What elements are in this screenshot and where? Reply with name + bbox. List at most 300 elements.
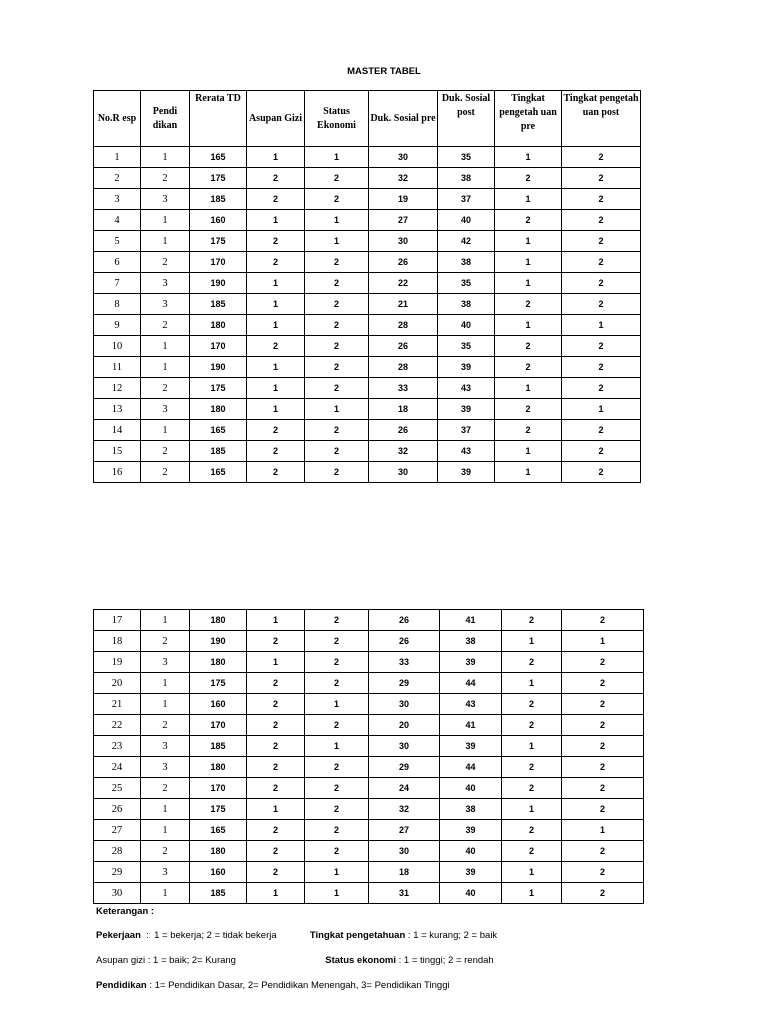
cell-tingkat-pengetahuan-pre: 1 xyxy=(502,736,562,757)
legend-pendidikan-label: Pendidikan xyxy=(96,980,147,991)
cell-tingkat-pengetahuan-post: 2 xyxy=(562,462,641,483)
cell-tingkat-pengetahuan-post: 2 xyxy=(562,841,644,862)
cell-asupan-gizi: 2 xyxy=(247,420,305,441)
cell-status-ekonomi: 2 xyxy=(305,462,369,483)
cell-asupan-gizi: 1 xyxy=(247,210,305,231)
cell-rerata-td: 160 xyxy=(190,694,247,715)
cell-status-ekonomi: 2 xyxy=(305,168,369,189)
cell-tingkat-pengetahuan-pre: 2 xyxy=(502,652,562,673)
cell-pendidikan: 1 xyxy=(141,883,190,904)
cell-status-ekonomi: 2 xyxy=(305,378,369,399)
cell-rerata-td: 170 xyxy=(190,252,247,273)
cell-asupan-gizi: 2 xyxy=(247,841,305,862)
cell-asupan-gizi: 2 xyxy=(247,631,305,652)
cell-duk-sosial-post: 39 xyxy=(440,652,502,673)
cell-rerata-td: 185 xyxy=(190,883,247,904)
cell-asupan-gizi: 2 xyxy=(247,673,305,694)
cell-status-ekonomi: 2 xyxy=(305,610,369,631)
cell-rerata-td: 180 xyxy=(190,399,247,420)
master-table-part-1 xyxy=(93,90,641,483)
cell-no-resp: 2 xyxy=(94,168,141,189)
cell-duk-sosial-post: 35 xyxy=(438,147,495,168)
cell-duk-sosial-post: 40 xyxy=(438,315,495,336)
cell-status-ekonomi: 2 xyxy=(305,757,369,778)
cell-asupan-gizi: 2 xyxy=(247,715,305,736)
cell-status-ekonomi: 1 xyxy=(305,694,369,715)
cell-tingkat-pengetahuan-pre: 1 xyxy=(495,441,562,462)
cell-duk-sosial-pre: 30 xyxy=(369,841,440,862)
cell-pendidikan: 3 xyxy=(141,273,190,294)
cell-pendidikan: 2 xyxy=(141,168,190,189)
cell-no-resp: 8 xyxy=(94,294,141,315)
legend-asupan-status xyxy=(96,955,494,966)
cell-status-ekonomi: 1 xyxy=(305,399,369,420)
cell-duk-sosial-pre: 30 xyxy=(369,147,438,168)
cell-tingkat-pengetahuan-post: 2 xyxy=(562,357,641,378)
cell-tingkat-pengetahuan-post: 2 xyxy=(562,694,644,715)
cell-no-resp: 7 xyxy=(94,273,141,294)
header-tingkat-pengetahuan-post: Tingkat pengetah uan post xyxy=(562,91,641,147)
cell-asupan-gizi: 1 xyxy=(247,610,305,631)
cell-duk-sosial-pre: 33 xyxy=(369,652,440,673)
cell-status-ekonomi: 2 xyxy=(305,631,369,652)
cell-duk-sosial-post: 38 xyxy=(438,168,495,189)
cell-asupan-gizi: 2 xyxy=(247,441,305,462)
cell-asupan-gizi: 1 xyxy=(247,147,305,168)
cell-duk-sosial-post: 44 xyxy=(440,757,502,778)
cell-rerata-td: 165 xyxy=(190,820,247,841)
cell-asupan-gizi: 2 xyxy=(247,820,305,841)
cell-duk-sosial-post: 43 xyxy=(438,378,495,399)
table-row xyxy=(94,757,644,778)
cell-rerata-td: 185 xyxy=(190,189,247,210)
cell-tingkat-pengetahuan-post: 1 xyxy=(562,631,644,652)
cell-duk-sosial-pre: 32 xyxy=(369,799,440,820)
cell-duk-sosial-pre: 30 xyxy=(369,694,440,715)
table-row xyxy=(94,883,644,904)
legend-pendidikan-value: : 1= Pendidikan Dasar, 2= Pendidikan Menengah, 3= Pendidikan Tinggi xyxy=(146,980,450,991)
cell-tingkat-pengetahuan-post: 2 xyxy=(562,862,644,883)
cell-tingkat-pengetahuan-post: 2 xyxy=(562,778,644,799)
cell-pendidikan: 1 xyxy=(141,231,190,252)
cell-tingkat-pengetahuan-post: 2 xyxy=(562,610,644,631)
cell-pendidikan: 3 xyxy=(141,294,190,315)
cell-rerata-td: 180 xyxy=(190,652,247,673)
cell-tingkat-pengetahuan-post: 2 xyxy=(562,210,641,231)
cell-duk-sosial-post: 40 xyxy=(440,883,502,904)
cell-asupan-gizi: 2 xyxy=(247,231,305,252)
cell-no-resp: 9 xyxy=(94,315,141,336)
cell-tingkat-pengetahuan-pre: 2 xyxy=(502,820,562,841)
cell-duk-sosial-pre: 26 xyxy=(369,420,438,441)
cell-no-resp: 23 xyxy=(94,736,141,757)
cell-duk-sosial-post: 35 xyxy=(438,273,495,294)
cell-status-ekonomi: 2 xyxy=(305,652,369,673)
cell-asupan-gizi: 2 xyxy=(247,189,305,210)
cell-pendidikan: 2 xyxy=(141,778,190,799)
cell-rerata-td: 160 xyxy=(190,210,247,231)
cell-no-resp: 18 xyxy=(94,631,141,652)
cell-pendidikan: 1 xyxy=(141,694,190,715)
cell-pendidikan: 2 xyxy=(141,715,190,736)
cell-duk-sosial-post: 38 xyxy=(438,294,495,315)
cell-pendidikan: 3 xyxy=(141,189,190,210)
cell-tingkat-pengetahuan-post: 2 xyxy=(562,673,644,694)
legend-pekerjaan-label: Pekerjaan xyxy=(96,930,141,941)
cell-duk-sosial-post: 37 xyxy=(438,420,495,441)
cell-duk-sosial-pre: 26 xyxy=(369,631,440,652)
cell-no-resp: 28 xyxy=(94,841,141,862)
cell-tingkat-pengetahuan-post: 1 xyxy=(562,315,641,336)
cell-duk-sosial-post: 39 xyxy=(440,736,502,757)
cell-rerata-td: 180 xyxy=(190,757,247,778)
cell-asupan-gizi: 1 xyxy=(247,799,305,820)
cell-status-ekonomi: 1 xyxy=(305,862,369,883)
cell-tingkat-pengetahuan-pre: 2 xyxy=(495,210,562,231)
table-row xyxy=(94,652,644,673)
cell-rerata-td: 185 xyxy=(190,736,247,757)
cell-duk-sosial-pre: 28 xyxy=(369,357,438,378)
cell-status-ekonomi: 2 xyxy=(305,778,369,799)
cell-duk-sosial-pre: 21 xyxy=(369,294,438,315)
cell-duk-sosial-pre: 33 xyxy=(369,378,438,399)
legend-pekerjaan-tingkat xyxy=(96,930,497,941)
cell-pendidikan: 3 xyxy=(141,399,190,420)
cell-pendidikan: 2 xyxy=(141,315,190,336)
cell-tingkat-pengetahuan-pre: 1 xyxy=(502,673,562,694)
cell-duk-sosial-post: 39 xyxy=(440,862,502,883)
cell-duk-sosial-post: 40 xyxy=(438,210,495,231)
cell-status-ekonomi: 2 xyxy=(305,315,369,336)
table-row xyxy=(94,399,641,420)
cell-duk-sosial-pre: 32 xyxy=(369,441,438,462)
cell-duk-sosial-post: 39 xyxy=(438,357,495,378)
cell-rerata-td: 165 xyxy=(190,147,247,168)
cell-tingkat-pengetahuan-pre: 1 xyxy=(495,252,562,273)
cell-duk-sosial-post: 40 xyxy=(440,841,502,862)
cell-asupan-gizi: 1 xyxy=(247,652,305,673)
cell-duk-sosial-pre: 28 xyxy=(369,315,438,336)
table-row xyxy=(94,189,641,210)
cell-rerata-td: 165 xyxy=(190,420,247,441)
cell-pendidikan: 1 xyxy=(141,799,190,820)
cell-duk-sosial-post: 44 xyxy=(440,673,502,694)
cell-tingkat-pengetahuan-post: 2 xyxy=(562,378,641,399)
cell-tingkat-pengetahuan-post: 2 xyxy=(562,336,641,357)
cell-rerata-td: 170 xyxy=(190,336,247,357)
table-row xyxy=(94,610,644,631)
cell-tingkat-pengetahuan-post: 2 xyxy=(562,799,644,820)
page-title: MASTER TABEL xyxy=(347,66,421,77)
cell-no-resp: 15 xyxy=(94,441,141,462)
cell-duk-sosial-post: 43 xyxy=(440,694,502,715)
cell-duk-sosial-post: 38 xyxy=(440,631,502,652)
cell-tingkat-pengetahuan-pre: 2 xyxy=(502,778,562,799)
table-row xyxy=(94,736,644,757)
cell-pendidikan: 3 xyxy=(141,652,190,673)
cell-status-ekonomi: 2 xyxy=(305,252,369,273)
cell-pendidikan: 1 xyxy=(141,420,190,441)
table-row xyxy=(94,694,644,715)
cell-status-ekonomi: 2 xyxy=(305,673,369,694)
cell-no-resp: 13 xyxy=(94,399,141,420)
cell-status-ekonomi: 1 xyxy=(305,736,369,757)
cell-tingkat-pengetahuan-post: 2 xyxy=(562,273,641,294)
cell-no-resp: 27 xyxy=(94,820,141,841)
cell-rerata-td: 180 xyxy=(190,610,247,631)
cell-asupan-gizi: 1 xyxy=(247,273,305,294)
cell-tingkat-pengetahuan-post: 2 xyxy=(562,757,644,778)
legend-pekerjaan-value: : 1 = bekerja; 2 = tidak bekerja xyxy=(140,930,277,941)
cell-no-resp: 29 xyxy=(94,862,141,883)
cell-status-ekonomi: 2 xyxy=(305,294,369,315)
cell-tingkat-pengetahuan-post: 2 xyxy=(562,168,641,189)
cell-duk-sosial-post: 38 xyxy=(438,252,495,273)
cell-asupan-gizi: 1 xyxy=(247,399,305,420)
cell-tingkat-pengetahuan-post: 2 xyxy=(562,883,644,904)
legend-asupan: Asupan gizi : 1 = baik; 2= Kurang xyxy=(96,955,236,966)
cell-status-ekonomi: 2 xyxy=(305,273,369,294)
cell-pendidikan: 1 xyxy=(141,610,190,631)
cell-duk-sosial-post: 41 xyxy=(440,715,502,736)
cell-rerata-td: 185 xyxy=(190,441,247,462)
cell-no-resp: 6 xyxy=(94,252,141,273)
cell-status-ekonomi: 2 xyxy=(305,441,369,462)
cell-status-ekonomi: 2 xyxy=(305,189,369,210)
cell-pendidikan: 1 xyxy=(141,673,190,694)
cell-rerata-td: 190 xyxy=(190,357,247,378)
table-row xyxy=(94,841,644,862)
cell-duk-sosial-pre: 29 xyxy=(369,757,440,778)
table-row xyxy=(94,862,644,883)
cell-status-ekonomi: 2 xyxy=(305,420,369,441)
cell-tingkat-pengetahuan-post: 2 xyxy=(562,252,641,273)
cell-duk-sosial-pre: 20 xyxy=(369,715,440,736)
cell-status-ekonomi: 2 xyxy=(305,357,369,378)
cell-rerata-td: 180 xyxy=(190,841,247,862)
cell-duk-sosial-pre: 27 xyxy=(369,210,438,231)
cell-duk-sosial-pre: 24 xyxy=(369,778,440,799)
legend-pendidikan xyxy=(96,980,450,991)
cell-no-resp: 25 xyxy=(94,778,141,799)
table-row xyxy=(94,799,644,820)
table-row xyxy=(94,441,641,462)
cell-tingkat-pengetahuan-pre: 2 xyxy=(502,610,562,631)
cell-pendidikan: 3 xyxy=(141,757,190,778)
table-row xyxy=(94,673,644,694)
header-duk-sosial-post: Duk. Sosial post xyxy=(438,91,495,147)
cell-asupan-gizi: 2 xyxy=(247,757,305,778)
cell-tingkat-pengetahuan-pre: 2 xyxy=(495,399,562,420)
cell-tingkat-pengetahuan-post: 2 xyxy=(562,189,641,210)
cell-tingkat-pengetahuan-pre: 1 xyxy=(495,231,562,252)
cell-status-ekonomi: 1 xyxy=(305,231,369,252)
cell-asupan-gizi: 2 xyxy=(247,736,305,757)
cell-pendidikan: 1 xyxy=(141,210,190,231)
cell-pendidikan: 2 xyxy=(141,252,190,273)
cell-tingkat-pengetahuan-post: 1 xyxy=(562,820,644,841)
cell-tingkat-pengetahuan-post: 2 xyxy=(562,294,641,315)
cell-pendidikan: 2 xyxy=(141,841,190,862)
cell-duk-sosial-pre: 29 xyxy=(369,673,440,694)
cell-no-resp: 14 xyxy=(94,420,141,441)
cell-pendidikan: 1 xyxy=(141,820,190,841)
cell-duk-sosial-pre: 30 xyxy=(369,736,440,757)
header-no-resp: No.R esp xyxy=(94,91,141,147)
cell-tingkat-pengetahuan-post: 2 xyxy=(562,441,641,462)
cell-duk-sosial-pre: 31 xyxy=(369,883,440,904)
cell-tingkat-pengetahuan-pre: 2 xyxy=(502,694,562,715)
cell-tingkat-pengetahuan-post: 2 xyxy=(562,420,641,441)
cell-no-resp: 16 xyxy=(94,462,141,483)
cell-no-resp: 11 xyxy=(94,357,141,378)
cell-tingkat-pengetahuan-pre: 2 xyxy=(502,715,562,736)
cell-tingkat-pengetahuan-pre: 1 xyxy=(495,189,562,210)
cell-pendidikan: 2 xyxy=(141,441,190,462)
cell-tingkat-pengetahuan-pre: 1 xyxy=(502,631,562,652)
cell-tingkat-pengetahuan-pre: 1 xyxy=(495,273,562,294)
cell-tingkat-pengetahuan-pre: 2 xyxy=(502,841,562,862)
cell-status-ekonomi: 1 xyxy=(305,147,369,168)
cell-pendidikan: 1 xyxy=(141,357,190,378)
cell-status-ekonomi: 1 xyxy=(305,883,369,904)
header-duk-sosial-pre: Duk. Sosial pre xyxy=(369,91,438,147)
cell-duk-sosial-post: 37 xyxy=(438,189,495,210)
cell-tingkat-pengetahuan-pre: 2 xyxy=(495,294,562,315)
cell-no-resp: 20 xyxy=(94,673,141,694)
cell-pendidikan: 3 xyxy=(141,736,190,757)
cell-status-ekonomi: 1 xyxy=(305,210,369,231)
cell-tingkat-pengetahuan-pre: 1 xyxy=(495,315,562,336)
cell-duk-sosial-pre: 30 xyxy=(369,231,438,252)
table-row xyxy=(94,210,641,231)
cell-status-ekonomi: 2 xyxy=(305,799,369,820)
table-row xyxy=(94,315,641,336)
table-row xyxy=(94,273,641,294)
cell-asupan-gizi: 1 xyxy=(247,378,305,399)
cell-asupan-gizi: 2 xyxy=(247,694,305,715)
cell-tingkat-pengetahuan-post: 1 xyxy=(562,399,641,420)
cell-asupan-gizi: 2 xyxy=(247,336,305,357)
cell-asupan-gizi: 1 xyxy=(247,357,305,378)
table-row xyxy=(94,231,641,252)
cell-rerata-td: 170 xyxy=(190,715,247,736)
cell-pendidikan: 2 xyxy=(141,378,190,399)
cell-duk-sosial-pre: 27 xyxy=(369,820,440,841)
table-row xyxy=(94,147,641,168)
cell-rerata-td: 160 xyxy=(190,862,247,883)
cell-duk-sosial-pre: 32 xyxy=(369,168,438,189)
cell-duk-sosial-pre: 19 xyxy=(369,189,438,210)
cell-asupan-gizi: 2 xyxy=(247,462,305,483)
cell-rerata-td: 190 xyxy=(190,273,247,294)
cell-rerata-td: 175 xyxy=(190,378,247,399)
cell-pendidikan: 1 xyxy=(141,336,190,357)
cell-rerata-td: 170 xyxy=(190,778,247,799)
cell-no-resp: 12 xyxy=(94,378,141,399)
cell-tingkat-pengetahuan-post: 2 xyxy=(562,652,644,673)
cell-no-resp: 10 xyxy=(94,336,141,357)
cell-duk-sosial-post: 41 xyxy=(440,610,502,631)
table-row xyxy=(94,168,641,189)
cell-duk-sosial-post: 43 xyxy=(438,441,495,462)
legend-tingkat-value: : 1 = kurang; 2 = baik xyxy=(405,930,498,941)
cell-asupan-gizi: 2 xyxy=(247,168,305,189)
cell-rerata-td: 185 xyxy=(190,294,247,315)
cell-tingkat-pengetahuan-pre: 2 xyxy=(495,357,562,378)
cell-no-resp: 4 xyxy=(94,210,141,231)
cell-rerata-td: 165 xyxy=(190,462,247,483)
table-row xyxy=(94,336,641,357)
cell-asupan-gizi: 2 xyxy=(247,778,305,799)
cell-tingkat-pengetahuan-pre: 1 xyxy=(502,862,562,883)
cell-tingkat-pengetahuan-post: 2 xyxy=(562,231,641,252)
cell-status-ekonomi: 2 xyxy=(305,820,369,841)
cell-tingkat-pengetahuan-pre: 1 xyxy=(502,799,562,820)
cell-tingkat-pengetahuan-pre: 2 xyxy=(495,420,562,441)
cell-duk-sosial-pre: 18 xyxy=(369,399,438,420)
cell-no-resp: 22 xyxy=(94,715,141,736)
cell-no-resp: 30 xyxy=(94,883,141,904)
cell-duk-sosial-pre: 22 xyxy=(369,273,438,294)
table-row xyxy=(94,820,644,841)
cell-tingkat-pengetahuan-pre: 1 xyxy=(495,378,562,399)
cell-no-resp: 5 xyxy=(94,231,141,252)
cell-asupan-gizi: 1 xyxy=(247,315,305,336)
cell-no-resp: 17 xyxy=(94,610,141,631)
cell-rerata-td: 175 xyxy=(190,168,247,189)
cell-tingkat-pengetahuan-post: 2 xyxy=(562,147,641,168)
cell-no-resp: 1 xyxy=(94,147,141,168)
table-row xyxy=(94,462,641,483)
header-tingkat-pengetahuan-pre: Tingkat pengetah uan pre xyxy=(495,91,562,147)
cell-status-ekonomi: 2 xyxy=(305,336,369,357)
cell-rerata-td: 175 xyxy=(190,231,247,252)
cell-duk-sosial-pre: 18 xyxy=(369,862,440,883)
cell-tingkat-pengetahuan-pre: 2 xyxy=(502,757,562,778)
cell-rerata-td: 190 xyxy=(190,631,247,652)
cell-pendidikan: 1 xyxy=(141,147,190,168)
cell-rerata-td: 175 xyxy=(190,799,247,820)
cell-no-resp: 19 xyxy=(94,652,141,673)
cell-asupan-gizi: 2 xyxy=(247,862,305,883)
cell-asupan-gizi: 2 xyxy=(247,252,305,273)
cell-duk-sosial-pre: 30 xyxy=(369,462,438,483)
table-row xyxy=(94,420,641,441)
cell-duk-sosial-post: 39 xyxy=(438,462,495,483)
cell-no-resp: 24 xyxy=(94,757,141,778)
cell-tingkat-pengetahuan-pre: 1 xyxy=(495,147,562,168)
header-rerata-td: Rerata TD xyxy=(190,91,247,147)
cell-duk-sosial-post: 42 xyxy=(438,231,495,252)
table-row xyxy=(94,715,644,736)
cell-tingkat-pengetahuan-pre: 1 xyxy=(495,462,562,483)
cell-no-resp: 21 xyxy=(94,694,141,715)
cell-duk-sosial-pre: 26 xyxy=(369,252,438,273)
cell-pendidikan: 2 xyxy=(141,631,190,652)
cell-duk-sosial-post: 39 xyxy=(440,820,502,841)
legend-heading: Keterangan : xyxy=(96,906,155,917)
cell-pendidikan: 3 xyxy=(141,862,190,883)
table-row xyxy=(94,378,641,399)
table-row xyxy=(94,357,641,378)
cell-duk-sosial-post: 38 xyxy=(440,799,502,820)
cell-tingkat-pengetahuan-pre: 1 xyxy=(502,883,562,904)
table-row xyxy=(94,294,641,315)
cell-tingkat-pengetahuan-post: 2 xyxy=(562,736,644,757)
header-asupan-gizi: Asupan Gizi xyxy=(247,91,305,147)
cell-tingkat-pengetahuan-post: 2 xyxy=(562,715,644,736)
